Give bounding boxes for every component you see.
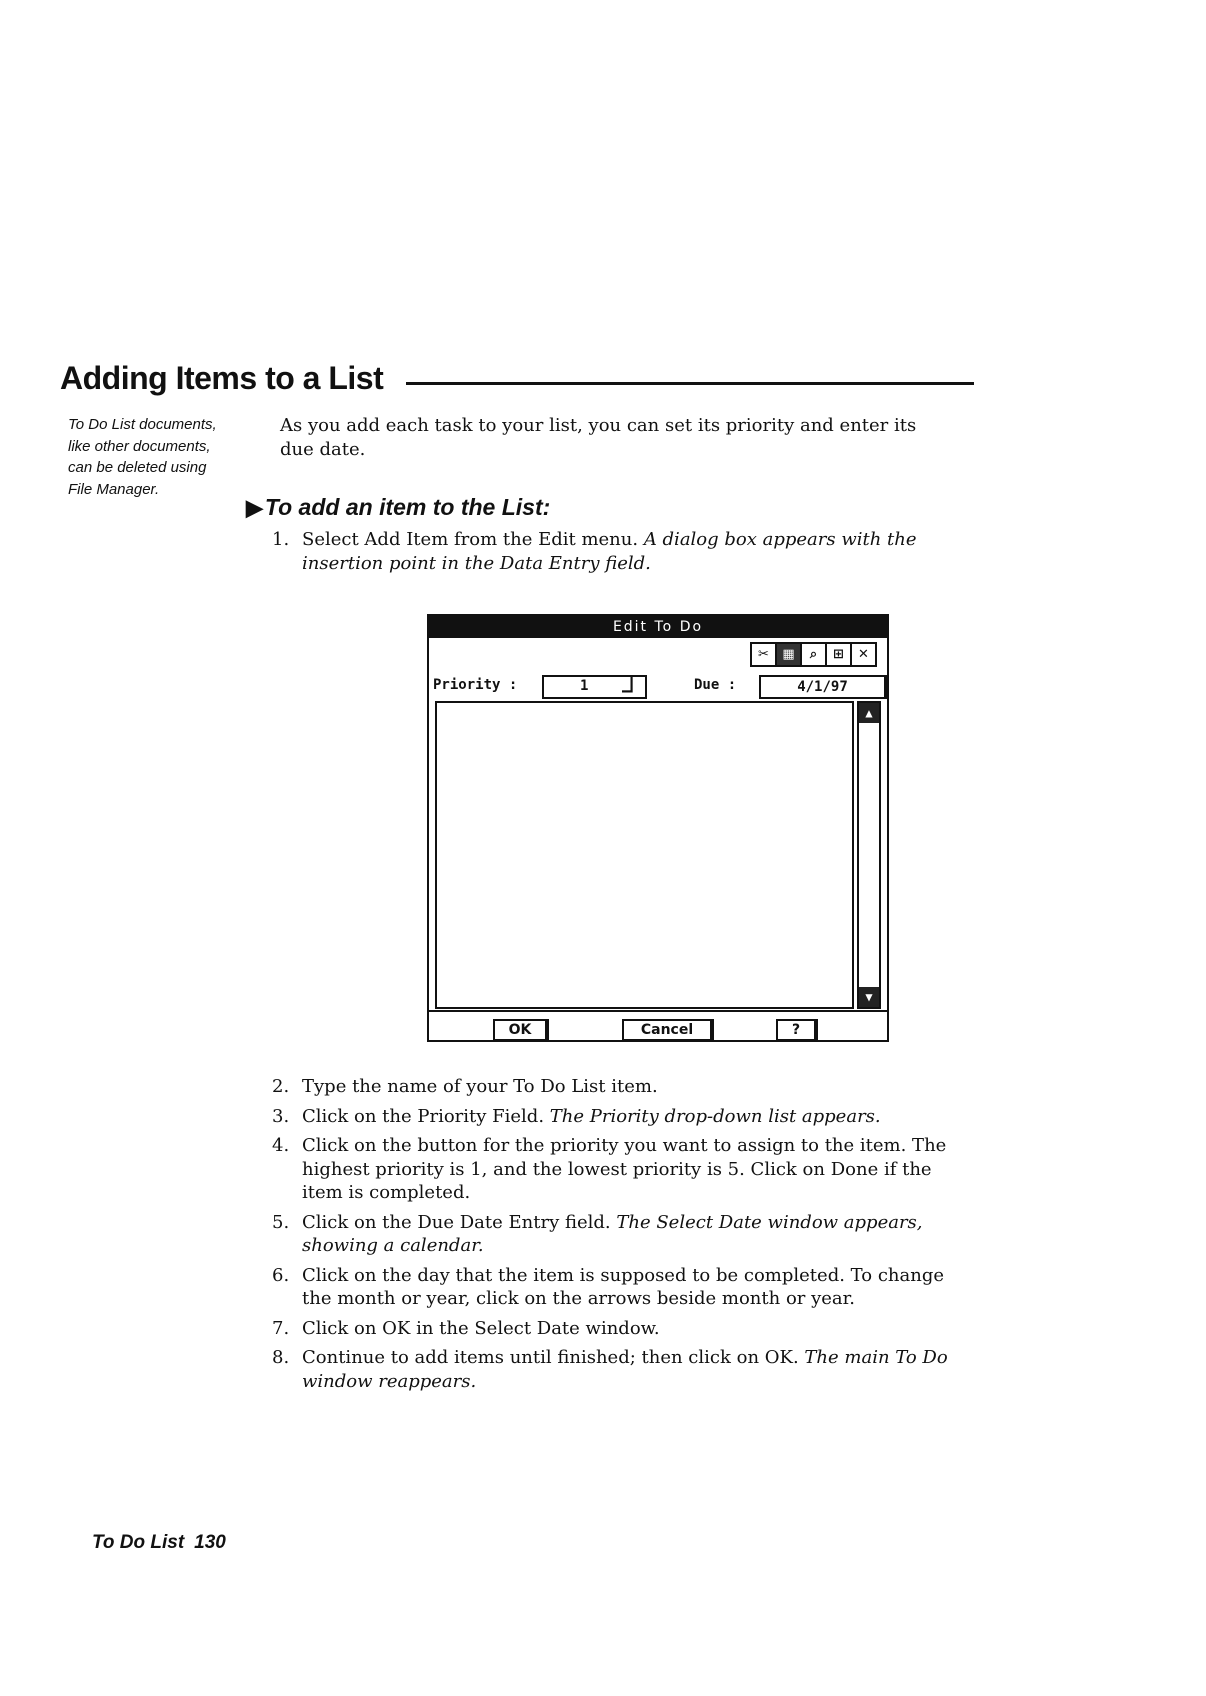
list-item xyxy=(272,1075,962,1099)
scissors-icon[interactable]: ✂ xyxy=(750,642,777,667)
step-text: Click on the Priority Field. xyxy=(302,1105,545,1127)
list-item xyxy=(272,1346,962,1393)
list-item xyxy=(272,1317,962,1341)
list-item xyxy=(272,1134,962,1205)
section-heading-row xyxy=(60,360,975,408)
step-text: Select Add Item from the Edit menu. xyxy=(302,529,639,550)
intro-paragraph: As you add each task to your list, you can set its priority and enter its due date. xyxy=(280,415,917,460)
dialog-toolbar xyxy=(752,642,877,667)
step-result: A dialog box appears with the insertion point in the Data Entry field. xyxy=(302,529,917,574)
step-number: 2. xyxy=(272,1076,290,1097)
step-list-rest xyxy=(272,1075,962,1393)
dropdown-icon: ▁▎ xyxy=(622,677,639,693)
page-footer xyxy=(92,1532,226,1554)
copy-icon[interactable]: ▦ xyxy=(775,642,802,667)
step-list-first xyxy=(272,528,962,576)
arrow-icon: ▶ xyxy=(246,495,263,520)
edit-todo-dialog xyxy=(427,614,889,1042)
due-label: Due : xyxy=(694,677,737,693)
step-text: Continue to add items until finished; then click on OK. xyxy=(302,1347,799,1368)
cancel-button[interactable]: Cancel xyxy=(622,1019,714,1042)
page-number: 130 xyxy=(194,1532,226,1553)
procedure-heading xyxy=(246,494,550,521)
step-number: 8. xyxy=(272,1347,290,1368)
heading-rule xyxy=(406,382,974,385)
step-number: 5. xyxy=(272,1211,290,1233)
ok-button[interactable]: OK xyxy=(493,1019,549,1042)
step-text: Click on OK in the Select Date window. xyxy=(302,1317,660,1339)
step-number: 4. xyxy=(272,1135,290,1156)
step-text: Click on the Due Date Entry field. xyxy=(302,1211,611,1233)
grid-icon[interactable]: ⊞ xyxy=(825,642,852,667)
data-entry-field[interactable] xyxy=(435,701,854,1009)
help-button[interactable]: ? xyxy=(776,1019,818,1042)
due-date-field[interactable]: 4/1/97 xyxy=(759,675,888,699)
priority-field[interactable] xyxy=(542,675,647,699)
step-number: 1. xyxy=(272,529,290,550)
step-text: Type the name of your To Do List item. xyxy=(302,1076,658,1097)
step-text: Click on the day that the item is supposed to be completed. To change the month or year, click on the arrows beside month or year. xyxy=(302,1264,944,1309)
list-item xyxy=(272,528,962,576)
scrollbar[interactable] xyxy=(857,701,881,1009)
page-title: Adding Items to a List xyxy=(60,360,384,396)
step-number: 7. xyxy=(272,1317,290,1339)
step-result: The Priority drop-down list appears. xyxy=(549,1105,881,1127)
list-item xyxy=(272,1211,962,1258)
scroll-down-icon[interactable]: ▼ xyxy=(859,987,879,1007)
paste-icon[interactable]: ⌕ xyxy=(800,642,827,667)
step-result: The Select Date window appears, showing a calendar. xyxy=(302,1211,923,1256)
step-result: The main To Do window reappears. xyxy=(302,1347,948,1392)
step-number: 6. xyxy=(272,1264,290,1286)
scroll-up-icon[interactable]: ▲ xyxy=(859,703,879,723)
button-bar-divider xyxy=(429,1010,887,1012)
priority-value: 1 xyxy=(580,678,589,694)
procedure-title: To add an item to the List: xyxy=(264,494,551,520)
step-number: 3. xyxy=(272,1105,290,1127)
priority-label: Priority : xyxy=(433,677,518,693)
dialog-title-bar: Edit To Do xyxy=(429,616,887,638)
margin-note: To Do List documents, like other documents, can be deleted using File Manager. xyxy=(68,416,217,498)
close-icon[interactable]: ✕ xyxy=(850,642,877,667)
step-text: Click on the button for the priority you want to assign to the item. The highest priority is 1, and the lowest priority is 5. Click on Done if the item is completed. xyxy=(302,1135,947,1203)
list-item xyxy=(272,1105,962,1129)
footer-section: To Do List xyxy=(92,1532,185,1553)
list-item xyxy=(272,1264,962,1311)
